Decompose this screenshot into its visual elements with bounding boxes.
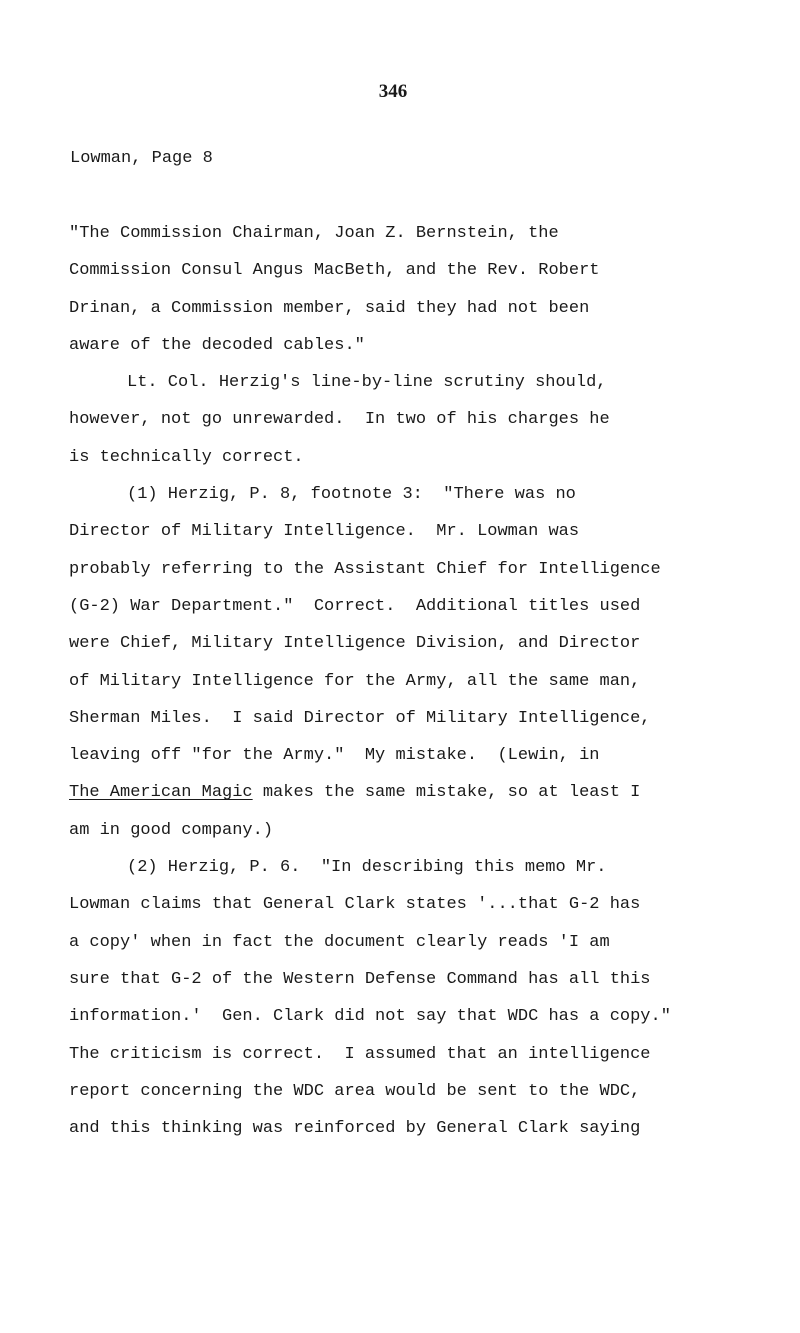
line-text: Drinan, a Commission member, said they had not been — [69, 298, 590, 318]
text-line — [69, 559, 789, 596]
text-line — [69, 857, 789, 894]
text-line — [69, 447, 789, 484]
text-line — [69, 223, 789, 260]
line-text: leaving off "for the Army." My mistake. (Lewin, in — [69, 746, 600, 766]
line-text: and this thinking was reinforced by General Clark saying — [69, 1119, 641, 1139]
text-line — [69, 484, 789, 521]
line-text: am in good company.) — [69, 820, 274, 840]
line-text: is technically correct. — [69, 447, 304, 467]
text-line — [69, 596, 789, 633]
body-text — [69, 223, 789, 1155]
text-line — [69, 335, 789, 372]
line-text: (1) Herzig, P. 8, footnote 3: "There was no — [127, 485, 576, 505]
text-line — [69, 298, 789, 335]
line-text: report concerning the WDC area would be sent to the WDC, — [69, 1081, 641, 1101]
text-line — [69, 372, 789, 409]
line-text: Director of Military Intelligence. Mr. Lowman was — [69, 522, 580, 542]
line-text: were Chief, Military Intelligence Division, and Director — [69, 634, 641, 654]
text-line — [69, 820, 789, 857]
line-text: The criticism is correct. I assumed that an intelligence — [69, 1044, 651, 1064]
text-line — [69, 782, 789, 819]
text-line — [69, 409, 789, 446]
line-text: Sherman Miles. I said Director of Military Intelligence, — [69, 708, 651, 728]
text-line — [69, 1006, 789, 1043]
book-title: The American Magic — [69, 783, 253, 803]
text-line — [69, 745, 789, 782]
text-line — [69, 1044, 789, 1081]
line-text: Commission Consul Angus MacBeth, and the Rev. Robert — [69, 261, 600, 281]
text-line — [69, 932, 789, 969]
line-text: (2) Herzig, P. 6. "In describing this memo Mr. — [127, 858, 607, 878]
line-text: Lowman claims that General Clark states '...that G-2 has — [69, 895, 641, 915]
line-text: probably referring to the Assistant Chief for Intelligence — [69, 559, 661, 579]
text-line — [69, 633, 789, 670]
text-line — [69, 894, 789, 931]
text-line — [69, 969, 789, 1006]
line-text: of Military Intelligence for the Army, all the same man, — [69, 671, 641, 691]
line-text: "The Commission Chairman, Joan Z. Bernstein, the — [69, 224, 559, 243]
line-text: information.' Gen. Clark did not say that WDC has a copy." — [69, 1007, 671, 1027]
text-line — [69, 521, 789, 558]
text-line — [69, 708, 789, 745]
page-number: 346 — [378, 81, 408, 102]
line-text: however, not go unrewarded. In two of his charges he — [69, 410, 610, 430]
text-line — [69, 1081, 789, 1118]
line-text: makes the same mistake, so at least I — [252, 783, 641, 803]
text-line — [69, 671, 789, 708]
line-text: (G-2) War Department." Correct. Additional titles used — [69, 596, 641, 616]
text-line — [69, 1118, 789, 1155]
line-text: a copy' when in fact the document clearly reads 'I am — [69, 932, 610, 952]
line-text: aware of the decoded cables." — [69, 335, 365, 355]
line-text: Lt. Col. Herzig's line-by-line scrutiny should, — [127, 373, 607, 393]
text-line — [69, 260, 789, 297]
running-head: Lowman, Page 8 — [70, 149, 213, 168]
line-text: sure that G-2 of the Western Defense Command has all this — [69, 969, 651, 989]
